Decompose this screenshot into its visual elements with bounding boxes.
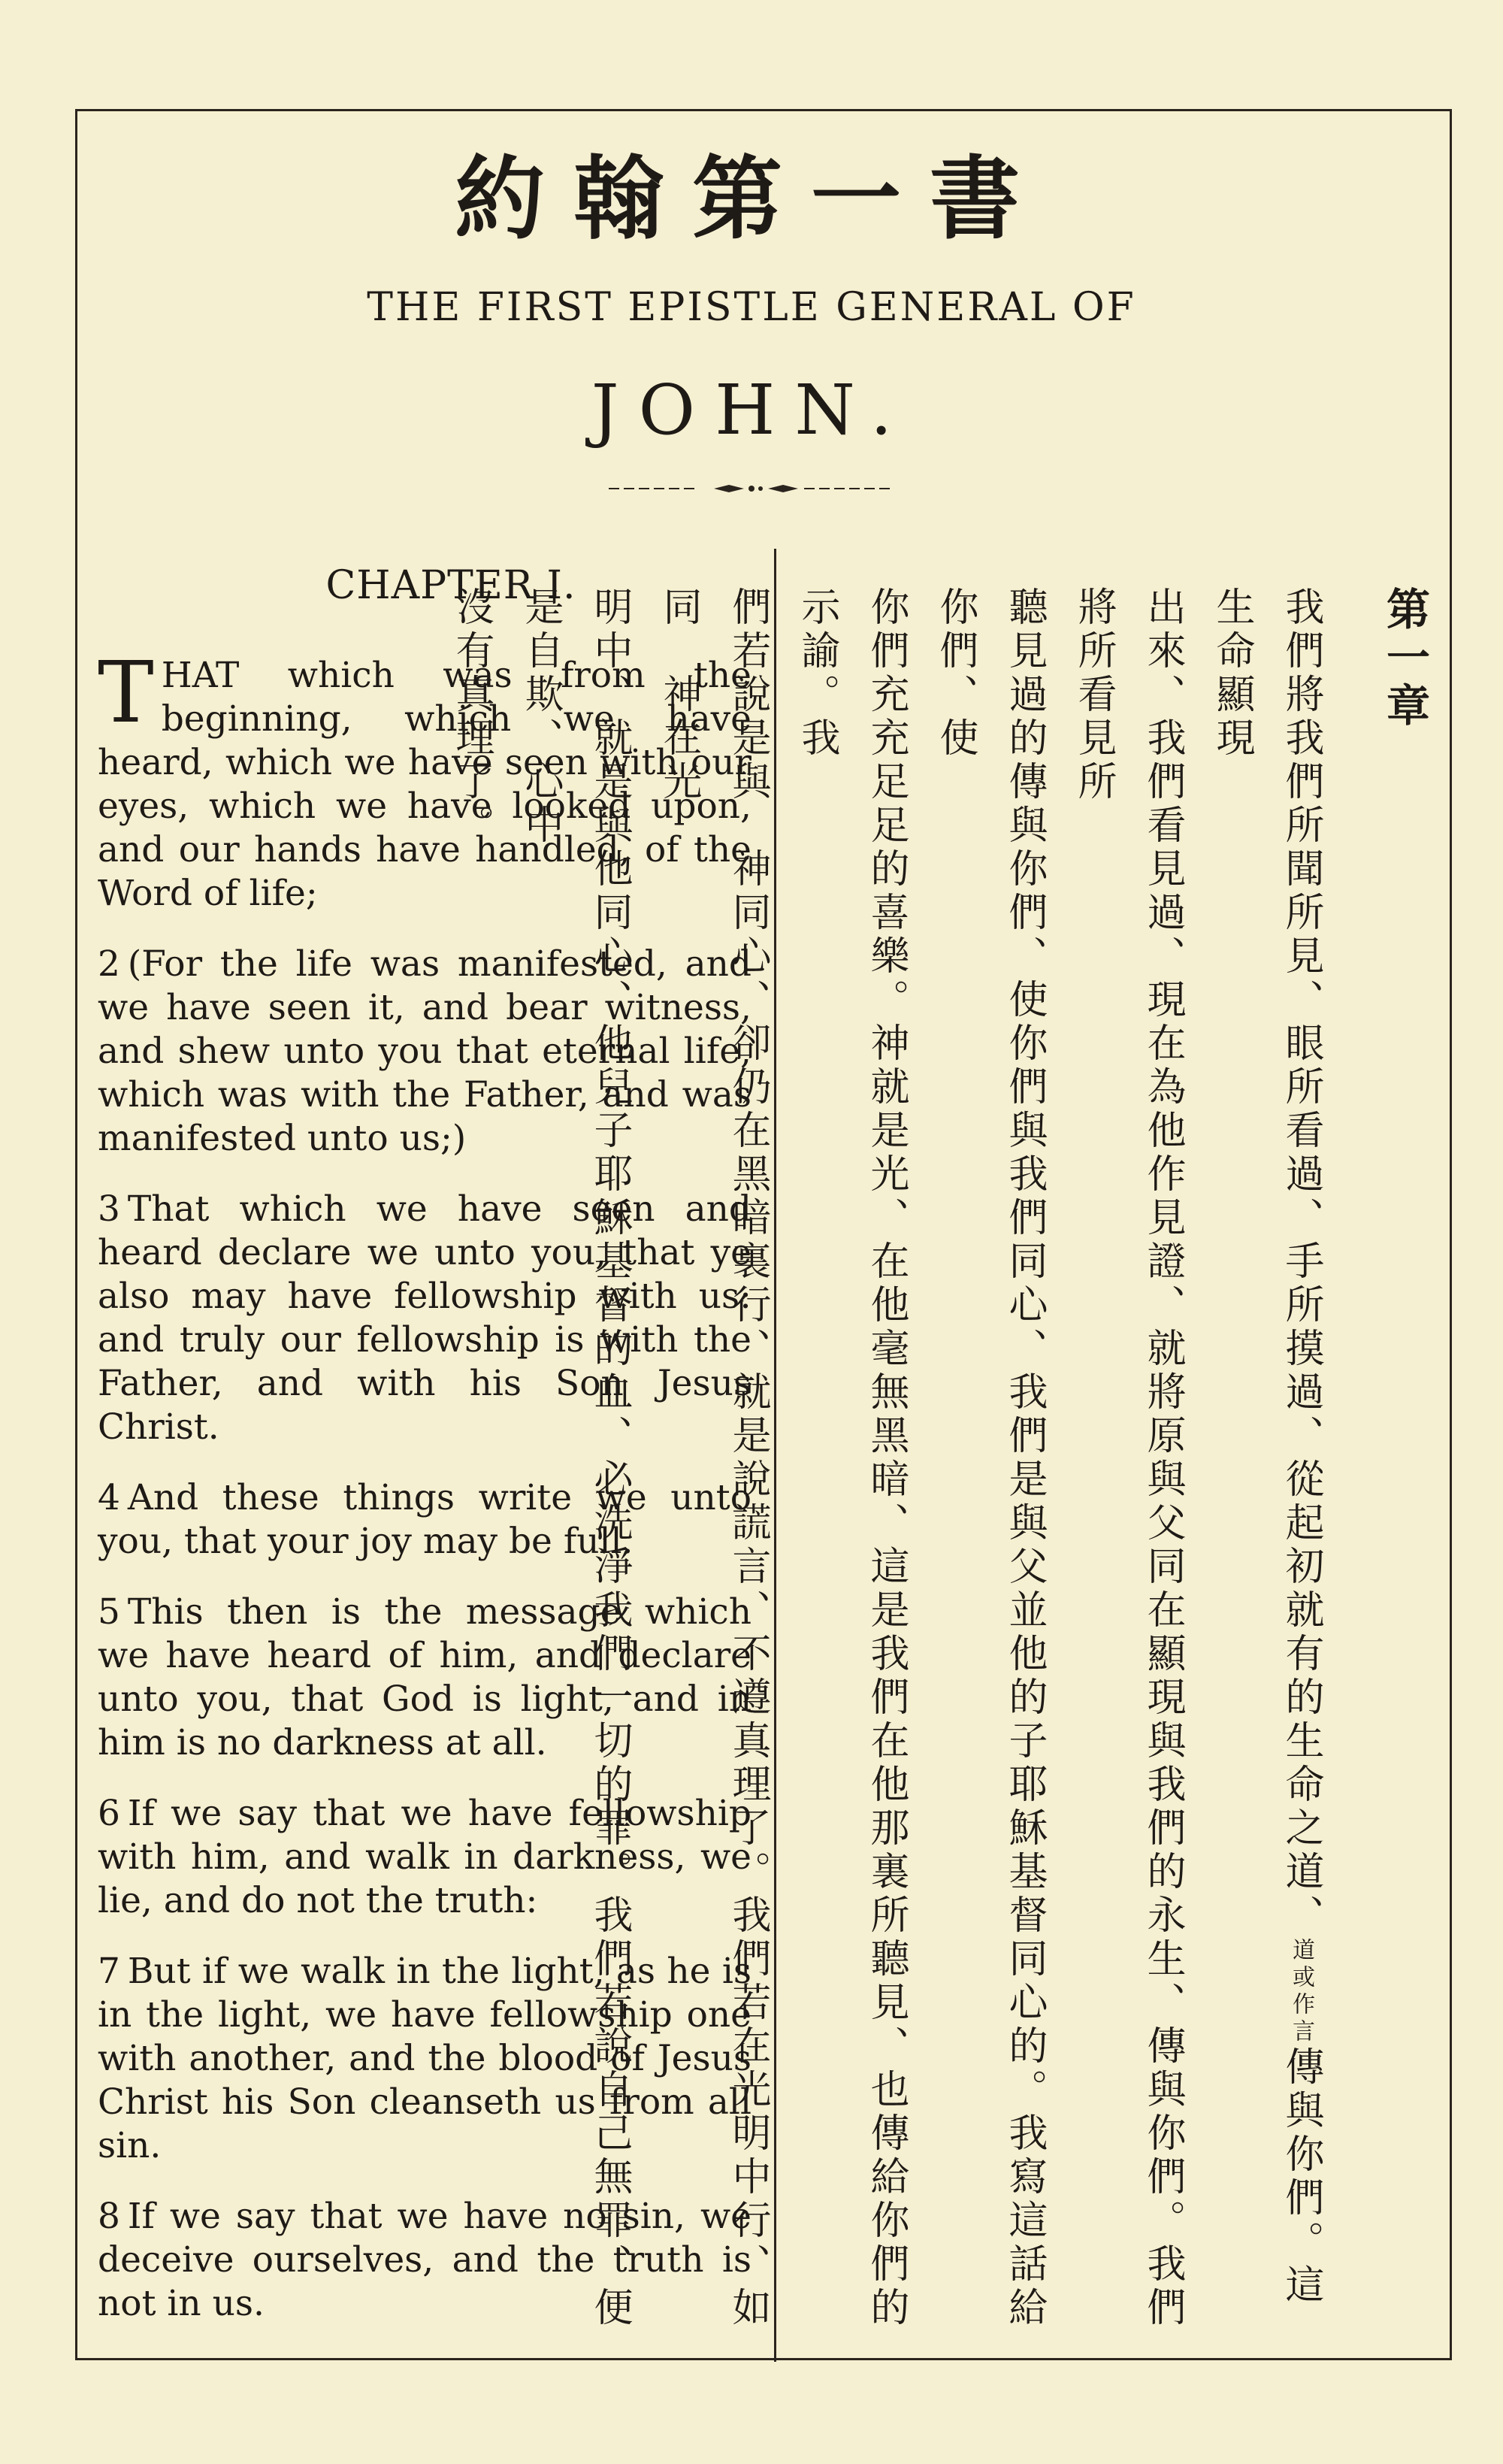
verse-text: That which we have seen and heard declare we unto you, that ye also may have fellowship with us: and truly our fellowship is with the Father, and with his Son Jesus Christ. [98,1188,752,1448]
translator-note: 道或作言 [1288,1938,1314,2046]
ornament-divider [601,481,902,496]
chinese-line-6: 明中、就是與他同心、他兒子耶穌基督的血、必洗淨我們一切的罪。我們若說自己無罪、便是自欺、心中 [518,586,632,2330]
chinese-book-title: 約翰第一書 [455,146,1048,252]
chinese-line-2: 出來、我們看見過、現在為他作見證、就將原與父同在顯現與我們的永生、傳與你們。我們將所看見所 [1071,586,1185,2330]
verse-1-text: HAT which was from the beginning, which we have heard, which we have seen with our eyes, which we have looked upon, and our hands have handled, of the Word of life; [98,655,752,914]
verse-text: And these things write we unto you, that your joy may be full. [98,1477,752,1562]
verse-text: (For the life was manifested, and we have seen it, and bear witness, and shew unto you that eternal life, which was with the Father, and was manifested unto us;) [98,943,752,1159]
english-chapter-heading: CHAPTER I. [325,563,576,608]
chinese-line-5: 們若說是與 神同心、卻仍在黑暗裏行、就是說謊言、不遵真理了。我們若在光明中行、如同 神在光 [656,586,770,2330]
verse-number: 8 [98,2196,120,2237]
verse-number: 3 [98,1188,120,1230]
english-subtitle: THE FIRST EPISTLE GENERAL OF [367,285,1136,330]
verse-number: 2 [98,943,120,985]
verse-text: If we say that we have no sin, we deceive ourselves, and the truth is not in us. [98,2196,752,2324]
english-book-title: JOHN. [591,370,912,450]
chinese-line-4: 你們充充足足的喜樂。神就是光、在他毫無黑暗、這是我們在他那裏所聽見、也傳給你們的示諭。我 [794,586,909,2330]
verse-text: If we say that we have fellowship with him, and walk in darkness, we lie, and do not the truth: [98,1793,752,1921]
verse-number: 4 [98,1477,120,1518]
drop-cap: T [98,644,154,742]
verse-number: 7 [98,1951,120,1992]
chinese-text-column [449,586,1439,2338]
verse-text: But if we walk in the light, as he is in the light, we have fellowship one with another, and the blood of Jesus Christ his Son cleanseth us from all sin. [98,1951,752,2166]
chinese-line-7: 沒有真理了。 [449,586,494,848]
verse-number: 5 [98,1591,120,1633]
verse-text: This then is the message which we have heard of him, and declare unto you, that God is light, and in him is no darkness at all. [98,1591,752,1763]
verse-number: 6 [98,1793,120,1834]
chinese-line-1: 我們將我們所聞所見、眼所看過、手所摸過、從起初就有的生命之道、道或作言傳與你們。這生命顯現 [1209,586,1323,2308]
chinese-line-3: 聽見過的傳與你們、使你們與我們同心、我們是與父並他的子耶穌基督同心的。我寫這話給你們、使 [933,586,1047,2330]
chinese-chapter-heading: 第一章 [1379,586,1430,731]
